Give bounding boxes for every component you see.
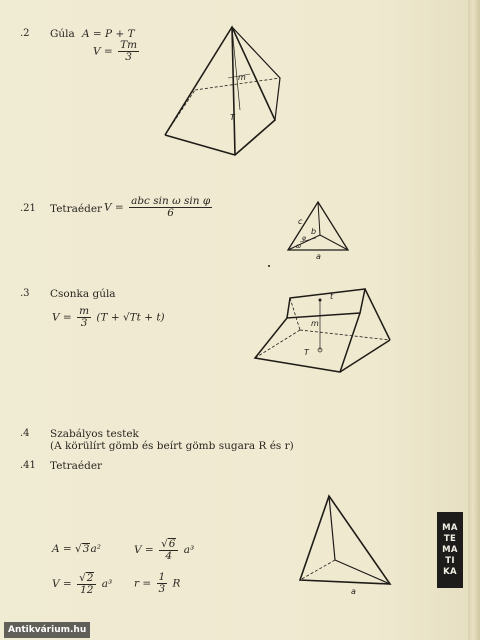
- pyramid-label-T: T: [230, 113, 235, 122]
- formula-lhs: V =: [52, 578, 72, 590]
- ink-dot: [268, 265, 270, 267]
- tetra-label-a: a: [316, 252, 321, 261]
- formula-lhs: V =: [52, 311, 72, 324]
- section-title: Csonka gúla: [50, 288, 116, 300]
- tetra-label-omega: ω: [296, 243, 302, 250]
- formula-lhs: V =: [134, 544, 154, 556]
- chapter-tab: [437, 512, 463, 588]
- frustum-figure: [255, 289, 390, 372]
- frustum-label-t: t: [330, 292, 334, 301]
- frac-numerator: abc sin ω sin φ: [131, 195, 211, 207]
- section-number: .2: [20, 28, 30, 39]
- pyramid-figure: [165, 27, 280, 155]
- regular-tetrahedron-figure: [300, 496, 390, 584]
- frac-denominator: 3: [80, 317, 88, 329]
- formula-tail: R: [172, 577, 181, 590]
- section-number: .41: [20, 460, 36, 471]
- formula-rest: (T + √Tt + t): [96, 311, 165, 324]
- radicand: 3: [82, 543, 90, 555]
- tab-letters-5: KA: [443, 566, 457, 577]
- frac-denominator: 3: [158, 583, 166, 595]
- section-number: .21: [20, 203, 36, 214]
- section-title: Tetraéder: [50, 203, 103, 215]
- formula-area: A = √3a²: [52, 543, 101, 555]
- formula-tail: a²: [90, 543, 101, 555]
- section-number: .3: [20, 288, 30, 299]
- frac-denominator: 4: [165, 550, 173, 562]
- frac-numerator: m: [79, 305, 90, 317]
- formula-surface: A = P + T: [82, 28, 135, 40]
- radicand: 2: [86, 572, 94, 584]
- watermark: Antikvárium.hu: [4, 622, 90, 638]
- frac-numerator: 1: [158, 571, 166, 583]
- frac-denominator: 6: [167, 207, 174, 219]
- tab-letters-3: MA: [442, 544, 458, 555]
- section-title: Gúla: [50, 28, 75, 40]
- section-title: Szabályos testek: [50, 428, 139, 440]
- section-subtitle: (A körülírt gömb és beírt gömb sugara R és r): [50, 440, 294, 452]
- regular-tetra-label-a: a: [351, 587, 356, 596]
- frac-numerator: √6: [159, 538, 178, 551]
- frac-numerator: √2: [77, 572, 96, 585]
- tetra-label-c: c: [298, 217, 303, 226]
- formula-tail: a³: [183, 544, 195, 556]
- radicand: 6: [168, 538, 176, 550]
- tab-letters-1: MA: [442, 522, 458, 533]
- section-number: .4: [20, 428, 30, 439]
- formula-lhs: V =: [93, 45, 113, 58]
- pyramid-label-m: m: [238, 73, 246, 82]
- tetra-label-b: b: [311, 227, 317, 236]
- tab-letters-2: TE: [443, 533, 457, 544]
- formula-lhs: A =: [52, 543, 72, 555]
- frac-numerator: Tm: [120, 39, 138, 51]
- frac-denominator: 12: [80, 584, 94, 596]
- tetra-label-phi: φ: [302, 235, 306, 242]
- section-title: Tetraéder: [50, 460, 103, 472]
- frac-denominator: 3: [125, 51, 132, 63]
- formula-tail: a³: [101, 578, 113, 590]
- frustum-label-m: m: [311, 319, 319, 328]
- formula-lhs: V =: [104, 201, 124, 214]
- frustum-top-center: [319, 299, 322, 302]
- frustum-label-T: T: [304, 348, 309, 357]
- tab-letters-4: TI: [445, 555, 455, 566]
- formula-lhs: r =: [134, 577, 152, 590]
